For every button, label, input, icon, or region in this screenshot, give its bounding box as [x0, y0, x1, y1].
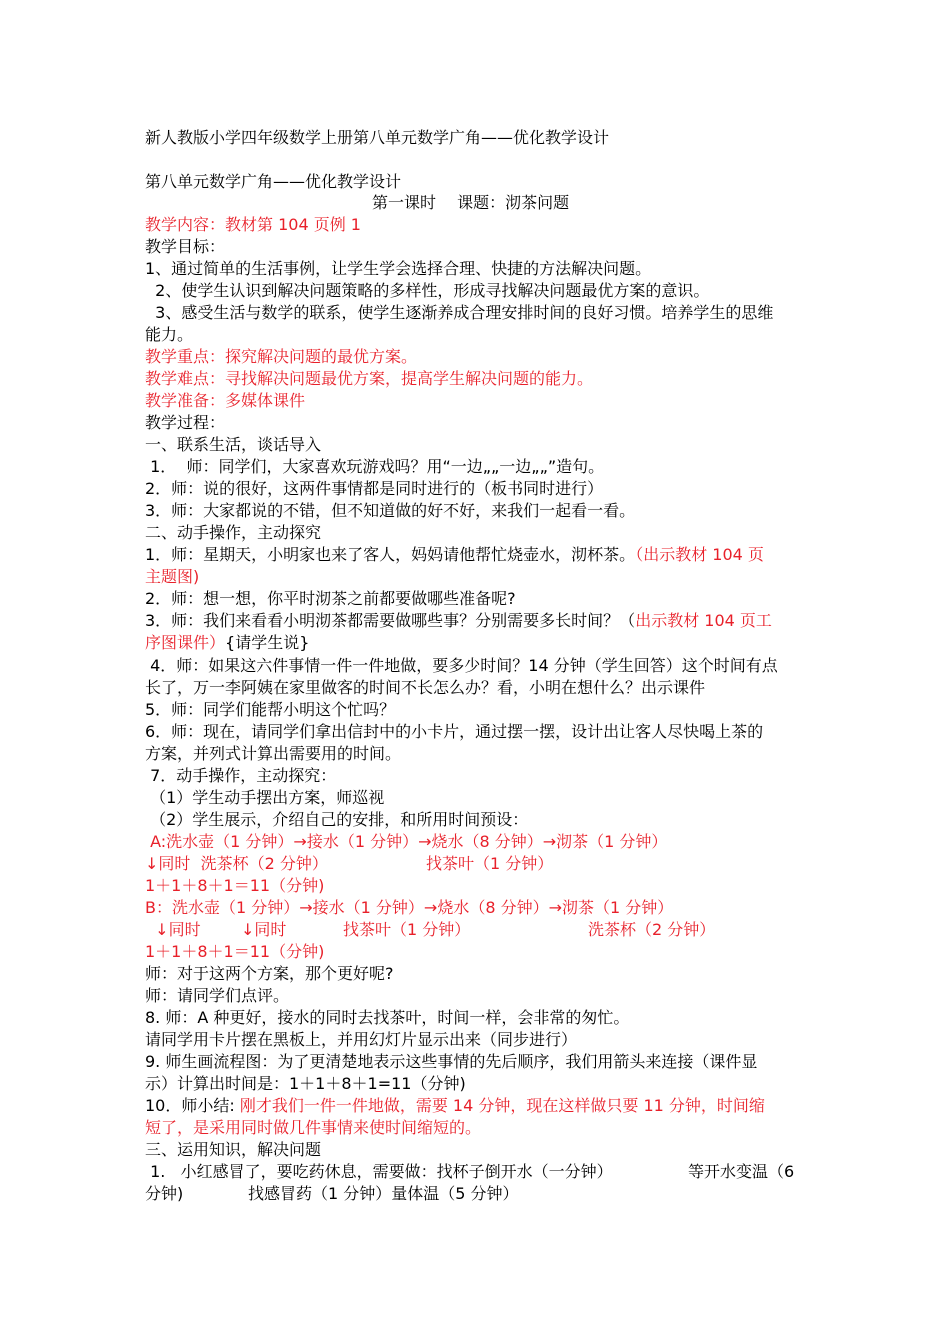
teacher-question: 师：对于这两个方案，那个更好呢?	[145, 964, 394, 983]
s2-item-3-line1	[145, 611, 772, 631]
plan-a-line2-left: ↓同时 洗茶杯（2 分钟）	[145, 854, 328, 873]
s2-item-7: 7．动手操作，主动探究：	[145, 766, 337, 785]
key-point: 教学重点：探究解决问题的最优方案。	[145, 347, 418, 366]
s2-item-3-note: {请学生说}	[225, 633, 310, 652]
s2-item-6-line2: 方案，并列式计算出需要用的时间。	[145, 744, 402, 763]
goal-3-line1: 3、感受生活与数学的联系，使学生逐渐养成合理安排时间的良好习惯。培养学生的思维	[145, 303, 774, 322]
s3-item-1-line1: 1. 小红感冒了，要吃药休息，需要做：找杯子倒开水（一分钟）	[145, 1162, 613, 1181]
goal-3-line2: 能力。	[145, 325, 194, 344]
section-1-title: 一、联系生活，谈话导入	[145, 435, 322, 454]
s2-item-4-line2: 长了，万一李阿姨在家里做客的时间不长怎么办？看，小明在想什么？出示课件	[145, 678, 706, 697]
s2-item-4-line1: 4．师：如果这六件事情一件一件地做，要多少时间？14 分钟（学生回答）这个时间有点	[145, 656, 778, 675]
s2-item-9-line1: 9. 师生画流程图：为了更清楚地表示这些事情的先后顺序，我们用箭头来连接（课件显	[145, 1052, 758, 1071]
s2-item-10-label: 10．师小结:	[145, 1096, 240, 1115]
s1-item-3: 3．师：大家都说的不错，但不知道做的好不好，来我们一起看一看。	[145, 501, 636, 520]
teaching-content: 教学内容：教材第 104 页例 1	[145, 215, 361, 234]
s3-item-1-line1-tail: 等开水变温（6	[688, 1162, 795, 1181]
teacher-evaluate: 师：请同学们点评。	[145, 986, 290, 1005]
process-label: 教学过程：	[145, 413, 226, 432]
s2-item-1-line2: 主题图)	[145, 567, 200, 586]
plan-b-line2-d: 洗茶杯（2 分钟）	[588, 920, 716, 939]
s1-item-2: 2．师：说的很好，这两件事情都是同时进行的（板书同时进行）	[145, 479, 604, 498]
s2-item-7-sub1: （1）学生动手摆出方案，师巡视	[145, 788, 385, 807]
s3-item-1-line2-mid: 找感冒药（1 分钟）量体温（5 分钟）	[248, 1184, 519, 1203]
s2-item-1-line1	[145, 545, 764, 565]
s2-item-3-red-cont: 序图课件）	[145, 633, 226, 652]
s2-item-2: 2．师：想一想，你平时沏茶之前都要做哪些准备呢?	[145, 589, 516, 608]
plan-b-line2-b: ↓同时	[241, 920, 287, 939]
s2-item-10-line1	[145, 1096, 765, 1116]
s2-item-10-red: 刚才我们一件一件地做，需要 14 分钟，现在这样做只要 11 分钟，时间缩	[239, 1096, 765, 1115]
plan-b-line2-c: 找茶叶（1 分钟）	[343, 920, 471, 939]
s2-item-7-sub2: （2）学生展示，介绍自己的安排，和所用时间预设：	[145, 810, 529, 829]
s2-item-6-line1: 6．师：现在，请同学们拿出信封中的小卡片，通过摆一摆，设计出让客人尽快喝上茶的	[145, 722, 764, 741]
goal-1: 1、通过简单的生活事例，让学生学会选择合理、快捷的方法解决问题。	[145, 259, 652, 278]
difficulty: 教学难点：寻找解决问题最优方案，提高学生解决问题的能力。	[145, 369, 594, 388]
s2-item-1-red: （出示教材 104 页	[635, 545, 764, 564]
s2-item-5: 5．师：同学们能帮小明这个忙吗？	[145, 700, 396, 719]
section-2-title: 二、动手操作，主动探究	[145, 523, 322, 542]
s2-item-3-line2	[145, 633, 309, 653]
s3-item-1-line2: 分钟)	[145, 1184, 184, 1203]
s2-item-10-line2: 短了，是采用同时做几件事情来使时间缩短的。	[145, 1118, 482, 1137]
plan-a-total: 1＋1＋8＋1＝11（分钟)	[145, 876, 325, 895]
preparation: 教学准备：多媒体课件	[145, 391, 306, 410]
s2-item-1-text: 1．师：星期天，小明家也来了客人，妈妈请他帮忙烧壶水，沏杯茶。	[145, 545, 636, 564]
plan-b-line2-a: ↓同时	[145, 920, 201, 939]
s1-item-1: 1． 师：同学们，大家喜欢玩游戏吗？用“一边„„一边„„”造句。	[145, 457, 605, 476]
plan-b-total: 1＋1＋8＋1＝11（分钟)	[145, 942, 325, 961]
goal-2: 2、使学生认识到解决问题策略的多样性，形成寻找解决问题最优方案的意识。	[145, 281, 710, 300]
s2-item-8-line2: 请同学用卡片摆在黑板上，并用幻灯片显示出来（同步进行）	[145, 1030, 578, 1049]
unit-subtitle: 第八单元数学广角——优化教学设计	[145, 172, 402, 191]
s2-item-8: 8. 师：A 种更好，接水的同时去找茶叶，时间一样，会非常的匆忙。	[145, 1008, 630, 1027]
lesson-header: 第一课时 课题：沏茶问题	[372, 193, 570, 212]
plan-a-line1: A:洗水壶（1 分钟）→接水（1 分钟）→烧水（8 分钟）→沏茶（1 分钟）	[145, 832, 668, 851]
plan-b-line1: B：洗水壶（1 分钟）→接水（1 分钟）→烧水（8 分钟）→沏茶（1 分钟）	[145, 898, 674, 917]
s2-item-3-text: 3．师：我们来看看小明沏茶都需要做哪些事？分别需要多长时间？（	[145, 611, 636, 630]
plan-a-line2-right: 找茶叶（1 分钟）	[426, 854, 554, 873]
s2-item-9-line2: 示）计算出时间是：1＋1＋8＋1=11（分钟)	[145, 1074, 466, 1093]
document-title: 新人教版小学四年级数学上册第八单元数学广角——优化教学设计	[145, 128, 610, 147]
goals-label: 教学目标：	[145, 237, 226, 256]
s2-item-3-red: 出示教材 104 页工	[635, 611, 772, 630]
section-3-title: 三、运用知识，解决问题	[145, 1140, 322, 1159]
